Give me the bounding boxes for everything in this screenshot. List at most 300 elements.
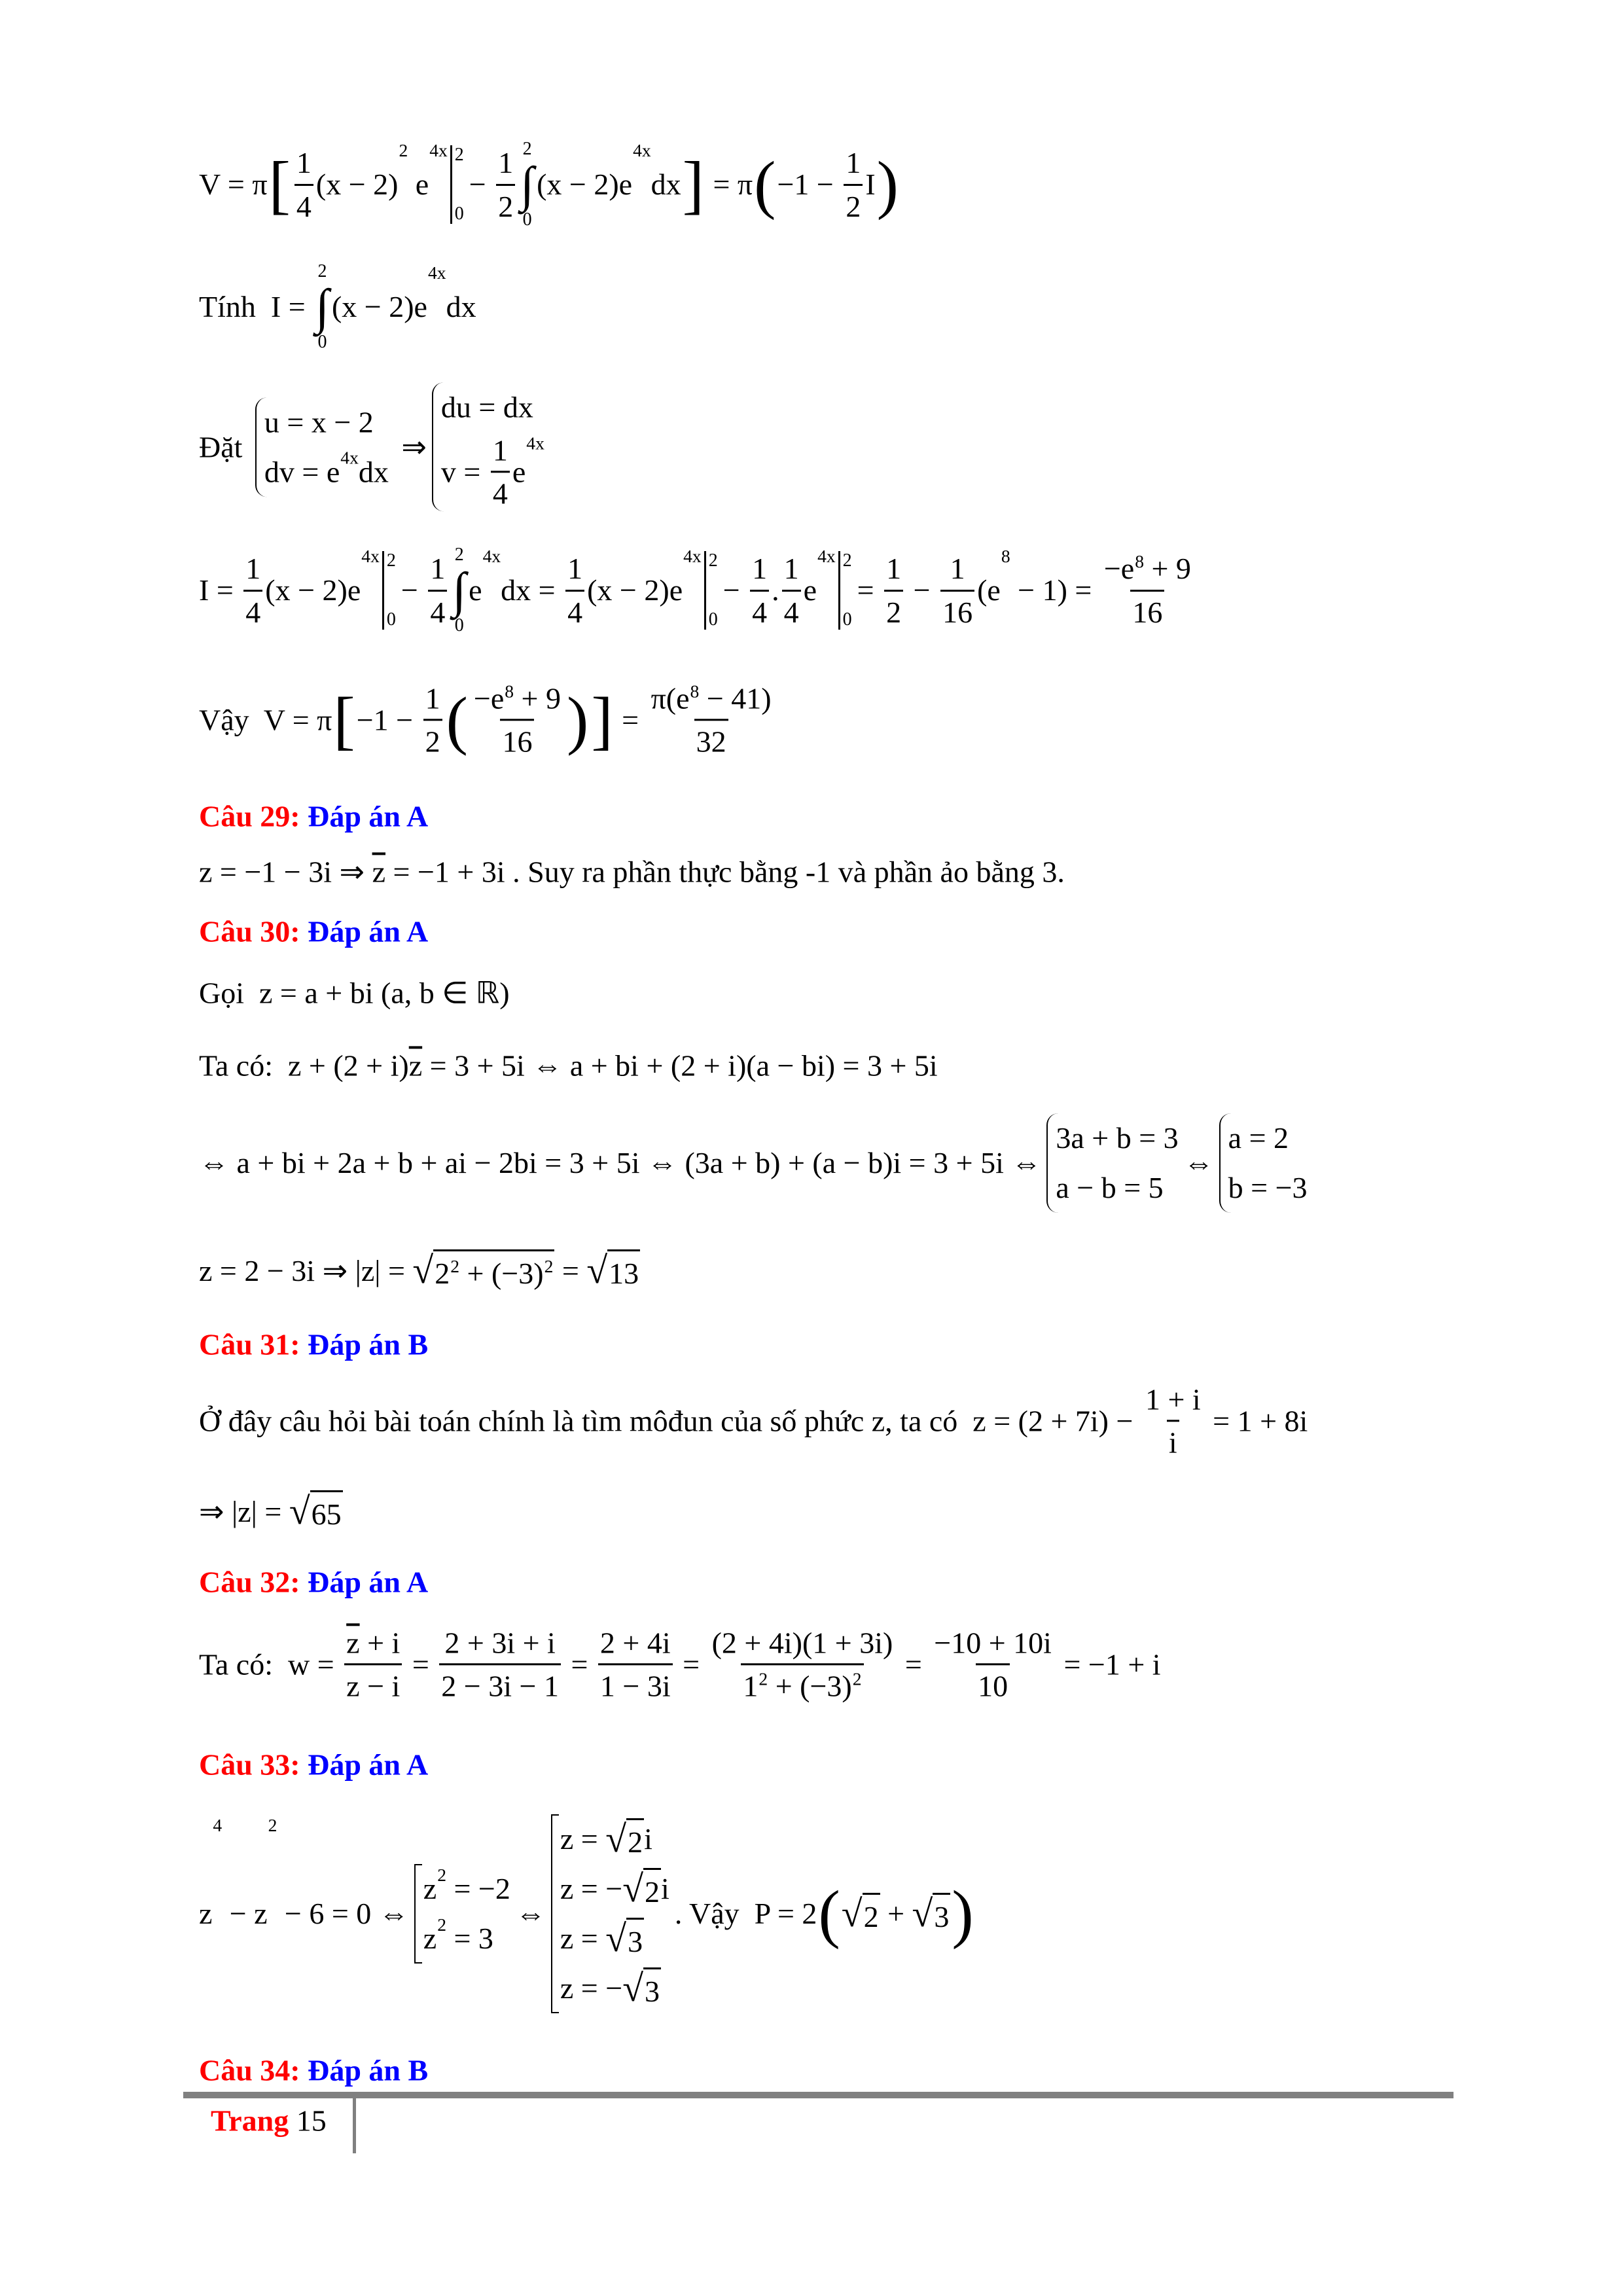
math-text: − z (222, 1897, 268, 1931)
question-number: Câu 29: (199, 799, 308, 833)
superscript: 2 (437, 1864, 446, 1885)
math-text: 1 (783, 552, 799, 586)
q30-result (199, 1249, 640, 1291)
evaluation-bar (838, 551, 852, 630)
fraction (710, 1624, 895, 1704)
radical-icon: √ (605, 1917, 627, 1960)
math-text: 16 (1132, 595, 1163, 629)
math-text: + i (359, 1626, 401, 1660)
superscript: 2 (758, 1668, 768, 1689)
integral-definition-line (199, 262, 476, 352)
math-text: b = −3 (1228, 1171, 1308, 1205)
math-text: 2 − 3i − 1 (441, 1669, 559, 1703)
math-text: −e (1103, 552, 1135, 586)
numerator (750, 550, 769, 589)
fraction (428, 550, 447, 630)
math-text: V = π (199, 168, 268, 202)
fraction (294, 145, 313, 224)
math-text: = (563, 1647, 596, 1681)
denominator (496, 184, 515, 224)
radical-icon: √ (622, 1967, 644, 2010)
math-text: dx = (501, 573, 563, 607)
math-text: I = (199, 573, 241, 607)
math-text: e (512, 455, 526, 489)
lower-limit: 0 (522, 209, 532, 230)
equation-union (551, 1814, 669, 2013)
math-text: 2 + 4i (599, 1626, 671, 1660)
denominator (1130, 590, 1164, 630)
q32-solution (199, 1624, 1161, 1704)
numerator (442, 1624, 557, 1663)
denominator (500, 719, 534, 760)
big-bracket: ) (952, 1877, 974, 1950)
upper-limit: 2 (842, 550, 852, 571)
denominator (750, 590, 769, 630)
system-row (1056, 1163, 1178, 1213)
math-text: 1 (743, 1669, 758, 1703)
math-text: 1 (296, 146, 312, 180)
conjugate-symbol: $\overline{z}$ (408, 1049, 423, 1083)
numerator (491, 432, 510, 471)
fraction (1143, 1381, 1203, 1460)
math-text: 1 − 3i (599, 1669, 671, 1703)
math-text: z (423, 1872, 437, 1906)
math-text: − (469, 168, 494, 202)
question-30-heading (199, 913, 428, 949)
numerator (423, 680, 442, 719)
superscript: 4x (633, 139, 651, 160)
math-text: + (−3) (768, 1669, 852, 1703)
math-text: 4 (492, 476, 508, 511)
math-text: I (865, 168, 876, 202)
fraction (844, 145, 863, 224)
math-text: 4 (245, 595, 261, 629)
numerator (294, 145, 313, 183)
fraction (598, 1624, 673, 1704)
page-label: Trang (211, 2104, 289, 2138)
fraction (423, 680, 442, 759)
radicand (310, 1490, 343, 1532)
q31-result (199, 1490, 343, 1532)
big-bracket: ] (682, 148, 704, 221)
equation-system (1046, 1113, 1178, 1213)
math-text: (2 + 4i)(1 + 3i) (711, 1626, 893, 1660)
square-root (622, 1868, 661, 1910)
system-row (1228, 1163, 1308, 1213)
math-text: . (772, 573, 779, 607)
question-number: Câu 32: (199, 1565, 308, 1599)
fraction (439, 1624, 561, 1704)
math-text: Ta có: w = (199, 1647, 342, 1681)
lower-limit: 0 (317, 332, 327, 352)
footer-divider (183, 2092, 1454, 2098)
question-34-heading (199, 2052, 428, 2088)
denominator (428, 590, 447, 630)
upper-limit: 2 (454, 145, 464, 165)
equation-system (255, 397, 389, 497)
square-root (289, 1490, 343, 1532)
math-text: 1 (425, 681, 440, 715)
math-text: dx (651, 168, 681, 202)
math-text: 1 (846, 146, 861, 180)
math-text: = (404, 1647, 437, 1681)
system-row (560, 1814, 669, 1864)
system-row (441, 432, 544, 511)
question-number: Câu 30: (199, 914, 308, 948)
upper-limit: 2 (317, 261, 327, 281)
superscript: 8 (505, 681, 514, 702)
denominator (439, 1664, 561, 1704)
square-root (605, 1918, 644, 1960)
square-root (586, 1249, 640, 1291)
math-text: 10 (978, 1669, 1008, 1703)
answer-label: Đáp án A (308, 1565, 429, 1599)
math-text: − (722, 573, 748, 607)
math-text: − 6 = 0 ⇔ (277, 1897, 409, 1931)
q31-solution (199, 1381, 1308, 1460)
radical-icon: √ (622, 1867, 644, 1910)
fraction (472, 680, 563, 759)
question-number: Câu 33: (199, 1748, 308, 1782)
math-text: = (675, 1647, 707, 1681)
math-text: (x − 2)e (537, 168, 633, 202)
math-text: = 1 + 8i (1205, 1404, 1308, 1438)
volume-formula-line (199, 139, 900, 230)
big-bracket: ] (591, 683, 613, 756)
denominator (423, 719, 442, 760)
math-text: −10 + 10i (934, 1626, 1052, 1660)
math-text: 2 (435, 1256, 450, 1290)
system-row (441, 382, 544, 432)
math-text: + 9 (514, 681, 561, 715)
q30-equation (199, 1047, 938, 1083)
superscript: 4x (427, 262, 446, 283)
math-text: i (661, 1872, 669, 1906)
math-text: 16 (502, 725, 533, 759)
math-text: Gọi z = a + bi (a, b ∈ ℝ) (199, 976, 510, 1010)
math-text: −e (473, 681, 505, 715)
math-text: 1 + i (1145, 1382, 1201, 1416)
math-text: 2 (846, 189, 861, 223)
page-number (211, 2104, 327, 2138)
square-root (842, 1893, 880, 1935)
radicand (626, 1918, 644, 1960)
lower-limit: 0 (708, 609, 718, 630)
math-text: z = − (560, 1872, 623, 1906)
fraction (491, 432, 510, 511)
equation-system (432, 382, 544, 511)
upper-limit: 2 (708, 550, 718, 571)
square-root (605, 1818, 644, 1860)
fraction (884, 550, 903, 630)
math-text: z = 2 − 3i ⇒ |z| = (199, 1253, 413, 1287)
superscript: 2 (399, 139, 408, 160)
math-text: 1 (567, 552, 583, 586)
math-text: z (199, 1897, 213, 1931)
math-text: i (644, 1822, 652, 1856)
denominator (598, 1664, 673, 1704)
math-text: 16 (942, 595, 973, 629)
numerator (598, 1624, 673, 1663)
superscript: 4x (817, 545, 836, 566)
math-text: . Vậy P = 2 (674, 1897, 817, 1931)
math-text: (x − 2)e (265, 573, 361, 607)
denominator (294, 184, 313, 224)
superscript: 2 (544, 1255, 554, 1276)
big-bracket: ) (876, 148, 899, 221)
fraction (782, 550, 801, 630)
math-text: ⇒ (393, 430, 427, 464)
fraction (496, 145, 515, 224)
math-text: 2 (498, 189, 514, 223)
fraction (750, 550, 769, 630)
question-33-heading (199, 1746, 428, 1782)
numerator (1143, 1381, 1203, 1420)
system-row (560, 1964, 669, 2013)
denominator (694, 719, 728, 760)
math-text: = (614, 703, 647, 737)
question-number: Câu 31: (199, 1327, 308, 1361)
square-root (412, 1249, 554, 1291)
superscript: 8 (1001, 545, 1010, 566)
lower-limit: 0 (842, 609, 852, 630)
numerator (884, 550, 903, 589)
upper-limit: 2 (386, 550, 396, 571)
math-text: v = (440, 455, 488, 489)
numerator (243, 550, 262, 589)
math-text: dx (358, 455, 389, 489)
system-row (560, 1864, 669, 1914)
integral-icon: ∫ (520, 157, 535, 212)
superscript: 2 (437, 1914, 446, 1935)
math-text: 1 (498, 146, 514, 180)
numerator (782, 550, 801, 589)
superscript: 4x (482, 545, 501, 566)
math-text: 2 (628, 1825, 643, 1859)
math-text: 1 (492, 433, 508, 467)
volume-result-line (199, 680, 776, 759)
superscript: 8 (1135, 551, 1144, 572)
question-31-heading (199, 1326, 428, 1362)
denominator (741, 1664, 863, 1704)
math-text: 1 (886, 552, 902, 586)
answer-label: Đáp án A (308, 1748, 429, 1782)
math-text: Tính I = (199, 290, 313, 324)
system-row (423, 1914, 510, 1964)
math-text: 3 (934, 1899, 950, 1933)
numerator (948, 550, 967, 589)
math-text: z − i (346, 1669, 401, 1703)
upper-limit: 2 (454, 545, 464, 565)
numerator (1102, 550, 1193, 589)
math-text: −1 − (777, 168, 842, 202)
evaluation-bar (704, 551, 718, 630)
math-text: dv = e (264, 455, 340, 489)
numerator (496, 145, 515, 183)
system-row (1228, 1113, 1308, 1163)
math-text: π(e (651, 681, 690, 715)
math-text: z = (560, 1822, 606, 1856)
equation-union (414, 1864, 510, 1964)
answer-label: Đáp án A (308, 799, 429, 833)
superscript: 4x (429, 139, 448, 160)
superscript: 2 (268, 1814, 277, 1835)
system-row (423, 1864, 510, 1914)
conjugate-symbol: $\overline{z}$ (372, 855, 385, 889)
fraction (565, 550, 584, 630)
math-text: 3 (628, 1924, 643, 1958)
radical-icon: √ (289, 1490, 310, 1533)
superscript: 2 (852, 1668, 862, 1689)
math-text: −1 − (356, 703, 421, 737)
question-29-heading (199, 798, 428, 834)
fraction (649, 680, 774, 759)
radicand (607, 1249, 640, 1291)
math-text: 2 (886, 595, 902, 629)
q33-solution (199, 1814, 975, 2013)
math-text: ⇔ (1183, 1146, 1214, 1180)
math-text: = 3 + 5i ⇔ a + bi + (2 + i)(a − bi) = 3 + 5i (422, 1049, 938, 1083)
big-bracket: ( (446, 683, 468, 756)
math-text: 1 (245, 552, 261, 586)
math-text: 1 (752, 552, 768, 586)
math-text: 3a + b = 3 (1056, 1121, 1179, 1155)
numerator (472, 680, 563, 719)
numerator (565, 550, 584, 589)
superscript: 4x (683, 545, 702, 566)
lower-limit: 0 (454, 615, 464, 636)
math-text: ⇒ |z| = (199, 1494, 289, 1528)
math-text: ⇔ (515, 1897, 546, 1931)
math-text: (e (977, 573, 1001, 607)
integral (315, 262, 329, 352)
radicand (626, 1818, 644, 1860)
denominator (940, 590, 974, 630)
math-text: e (408, 168, 429, 202)
math-text: = −2 (446, 1872, 510, 1906)
numerator (344, 1624, 402, 1663)
integral (520, 139, 534, 230)
evaluation-bar (450, 145, 464, 224)
numerator (932, 1624, 1054, 1663)
math-text: 2 (863, 1899, 879, 1933)
q30-system (199, 1113, 1313, 1213)
math-text: 3 (645, 1974, 660, 2008)
math-text: + (880, 1897, 912, 1931)
math-text: 4 (430, 595, 446, 629)
radical-icon: √ (605, 1818, 627, 1861)
math-text: = −1 + i (1056, 1647, 1161, 1681)
math-text: + (−3) (459, 1256, 544, 1290)
fraction (243, 550, 262, 630)
radicand (433, 1249, 554, 1291)
fraction (1102, 550, 1193, 630)
math-text: z = − (560, 1971, 623, 2005)
fraction (932, 1624, 1054, 1704)
math-text: e (469, 573, 482, 607)
big-bracket: ) (567, 683, 589, 756)
radicand (933, 1893, 950, 1935)
superscript: 4x (361, 545, 380, 566)
math-text: 4 (296, 189, 312, 223)
math-text: − 1) = (1010, 573, 1099, 607)
radical-icon: √ (841, 1892, 863, 1935)
superscript: 2 (450, 1255, 460, 1276)
denominator (884, 590, 903, 630)
integral-icon: ∫ (315, 279, 329, 334)
math-text: Vậy V = π (199, 703, 332, 737)
fraction (940, 550, 974, 630)
big-bracket: [ (268, 148, 291, 221)
big-bracket: [ (333, 683, 355, 756)
superscript: 4x (526, 433, 544, 454)
math-text: = (897, 1647, 930, 1681)
math-text: 4 (783, 595, 799, 629)
math-text: 1 (430, 552, 446, 586)
math-text: = 3 (446, 1922, 493, 1956)
math-text: Đặt (199, 430, 250, 464)
math-text: (x − 2)e (587, 573, 683, 607)
math-text: (x − 2) (315, 168, 399, 202)
equation-system (1219, 1113, 1308, 1213)
question-32-heading (199, 1564, 428, 1600)
big-bracket: ( (754, 148, 776, 221)
radical-icon: √ (412, 1249, 434, 1292)
q29-solution (199, 853, 1065, 889)
math-text: 2 (425, 725, 440, 759)
math-text: z = (560, 1922, 606, 1956)
math-text: z (423, 1922, 437, 1956)
system-row (264, 397, 389, 447)
page-value: 15 (296, 2104, 327, 2138)
integral-evaluation-line (199, 545, 1196, 636)
math-text: 1 (950, 552, 965, 586)
superscript: 4x (340, 447, 359, 468)
answer-label: Đáp án B (308, 1327, 429, 1361)
lower-limit: 0 (386, 609, 396, 630)
denominator (243, 590, 262, 630)
fraction (344, 1624, 402, 1704)
denominator (491, 471, 510, 512)
math-text: − 41) (699, 681, 772, 715)
superscript: 4 (213, 1814, 223, 1835)
denominator (1167, 1420, 1179, 1461)
math-text: Ở đây câu hỏi bài toán chính là tìm môđun của số phức z, ta có z = (2 + 7i) − (199, 1404, 1141, 1438)
radicand (643, 1967, 661, 2009)
math-text: i (1168, 1426, 1177, 1460)
radicand (643, 1868, 661, 1910)
q30-setup (199, 975, 510, 1011)
system-row (1056, 1113, 1178, 1163)
denominator (782, 590, 801, 630)
numerator (710, 1624, 895, 1663)
denominator (844, 184, 863, 224)
evaluation-bar (382, 551, 396, 630)
radicand (863, 1893, 880, 1935)
math-text: = π (705, 168, 753, 202)
math-text: = −1 + 3i . Suy ra phần thực bằng -1 và phần ảo bằng 3. (385, 855, 1065, 889)
numerator (844, 145, 863, 183)
numerator (428, 550, 447, 589)
math-text: e (803, 573, 817, 607)
math-text: du = dx (440, 390, 533, 424)
math-text: u = x − 2 (264, 405, 374, 439)
conjugate-symbol: $\overline{z}$ (346, 1626, 360, 1660)
answer-label: Đáp án A (308, 914, 429, 948)
system-row (264, 447, 389, 497)
system-row (560, 1914, 669, 1964)
big-bracket: ( (818, 1877, 840, 1950)
